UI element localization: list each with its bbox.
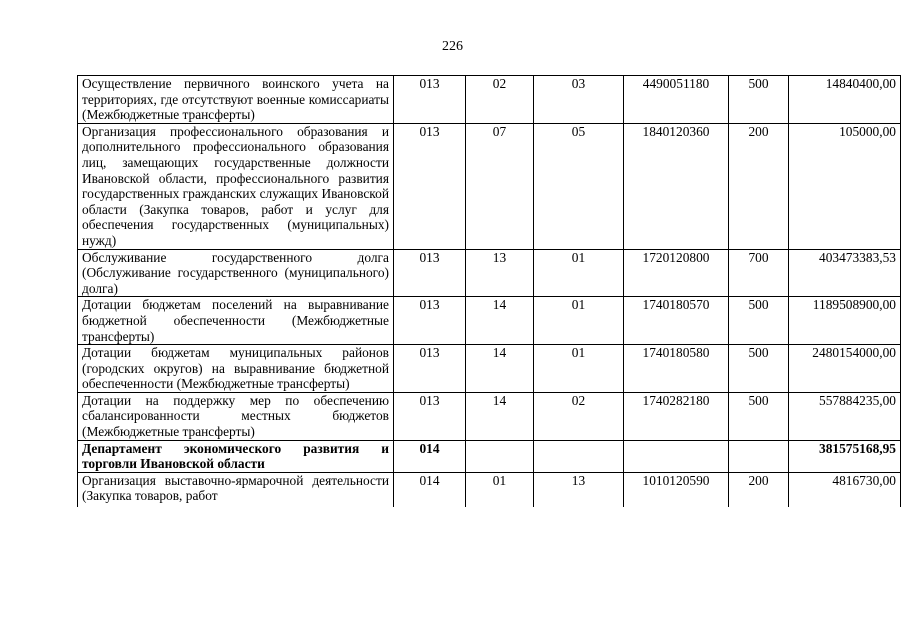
department-total-row bbox=[78, 440, 901, 472]
amount: 2480154000,00 bbox=[789, 345, 901, 393]
section-code: 14 bbox=[466, 297, 534, 345]
ministry-code: 013 bbox=[394, 297, 466, 345]
subsection-code: 05 bbox=[534, 123, 624, 249]
table-row bbox=[78, 472, 901, 507]
subsection-code: 01 bbox=[534, 297, 624, 345]
target-article-code: 1740282180 bbox=[624, 392, 729, 440]
expense-type-code: 200 bbox=[729, 123, 789, 249]
expense-type-code: 700 bbox=[729, 249, 789, 297]
budget-table bbox=[77, 75, 901, 507]
section-code: 01 bbox=[466, 472, 534, 507]
expense-name: Обслуживание государственного долга (Обслуживание государственного (муниципального) долга) bbox=[78, 249, 394, 297]
target-article-code bbox=[624, 440, 729, 472]
section-code: 02 bbox=[466, 76, 534, 124]
expense-name: Организация выставочно-ярмарочной деятельности (Закупка товаров, работ bbox=[82, 472, 389, 504]
ministry-code: 014 bbox=[394, 472, 466, 507]
ministry-code: 013 bbox=[394, 345, 466, 393]
amount: 14840400,00 bbox=[789, 76, 901, 124]
page-number: 226 bbox=[442, 39, 463, 54]
expense-type-code: 500 bbox=[729, 345, 789, 393]
expense-type-code: 500 bbox=[729, 297, 789, 345]
amount: 105000,00 bbox=[789, 123, 901, 249]
subsection-code: 01 bbox=[534, 345, 624, 393]
section-code: 14 bbox=[466, 345, 534, 393]
subsection-code: 02 bbox=[534, 392, 624, 440]
ministry-code: 013 bbox=[394, 249, 466, 297]
table-row bbox=[78, 392, 901, 440]
subsection-code: 03 bbox=[534, 76, 624, 124]
expense-name-cell bbox=[78, 472, 394, 507]
target-article-code: 1010120590 bbox=[624, 472, 729, 507]
expense-name: Дотации бюджетам поселений на выравнивание бюджетной обеспеченности (Межбюджетные трансферты) bbox=[78, 297, 394, 345]
table-row bbox=[78, 123, 901, 249]
expense-type-code: 500 bbox=[729, 392, 789, 440]
department-name: Департамент экономического развития и торговли Ивановской области bbox=[78, 440, 394, 472]
target-article-code: 1840120360 bbox=[624, 123, 729, 249]
table-row bbox=[78, 345, 901, 393]
amount: 4816730,00 bbox=[789, 472, 901, 507]
subsection-code: 01 bbox=[534, 249, 624, 297]
target-article-code: 1720120800 bbox=[624, 249, 729, 297]
amount: 1189508900,00 bbox=[789, 297, 901, 345]
expense-name: Дотации бюджетам муниципальных районов (городских округов) на выравнивание бюджетной обеспеченности (Межбюджетные трансферты) bbox=[78, 345, 394, 393]
amount: 403473383,53 bbox=[789, 249, 901, 297]
department-total-amount: 381575168,95 bbox=[789, 440, 901, 472]
expense-type-code bbox=[729, 440, 789, 472]
expense-type-code: 200 bbox=[729, 472, 789, 507]
ministry-code: 013 bbox=[394, 392, 466, 440]
subsection-code: 13 bbox=[534, 472, 624, 507]
amount: 557884235,00 bbox=[789, 392, 901, 440]
ministry-code: 013 bbox=[394, 123, 466, 249]
section-code: 14 bbox=[466, 392, 534, 440]
section-code: 13 bbox=[466, 249, 534, 297]
expense-name: Дотации на поддержку мер по обеспечению сбалансированности местных бюджетов (Межбюджетные трансферты) bbox=[78, 392, 394, 440]
section-code bbox=[466, 440, 534, 472]
ministry-code: 014 bbox=[394, 440, 466, 472]
target-article-code: 1740180570 bbox=[624, 297, 729, 345]
ministry-code: 013 bbox=[394, 76, 466, 124]
target-article-code: 1740180580 bbox=[624, 345, 729, 393]
section-code: 07 bbox=[466, 123, 534, 249]
table-row bbox=[78, 249, 901, 297]
expense-name: Организация профессионального образования и дополнительного профессионального образования лиц, замещающих государственные должности Ивановской области, профессионального развития государственных гражданских служащих Ивановской области (Закупка товаров, работ и услуг для обеспечения государственных (муниципальных) нужд) bbox=[78, 123, 394, 249]
table-row bbox=[78, 76, 901, 124]
target-article-code: 4490051180 bbox=[624, 76, 729, 124]
expense-type-code: 500 bbox=[729, 76, 789, 124]
table-row bbox=[78, 297, 901, 345]
subsection-code bbox=[534, 440, 624, 472]
expense-name: Осуществление первичного воинского учета на территориях, где отсутствуют военные комиссариаты (Межбюджетные трансферты) bbox=[78, 76, 394, 124]
